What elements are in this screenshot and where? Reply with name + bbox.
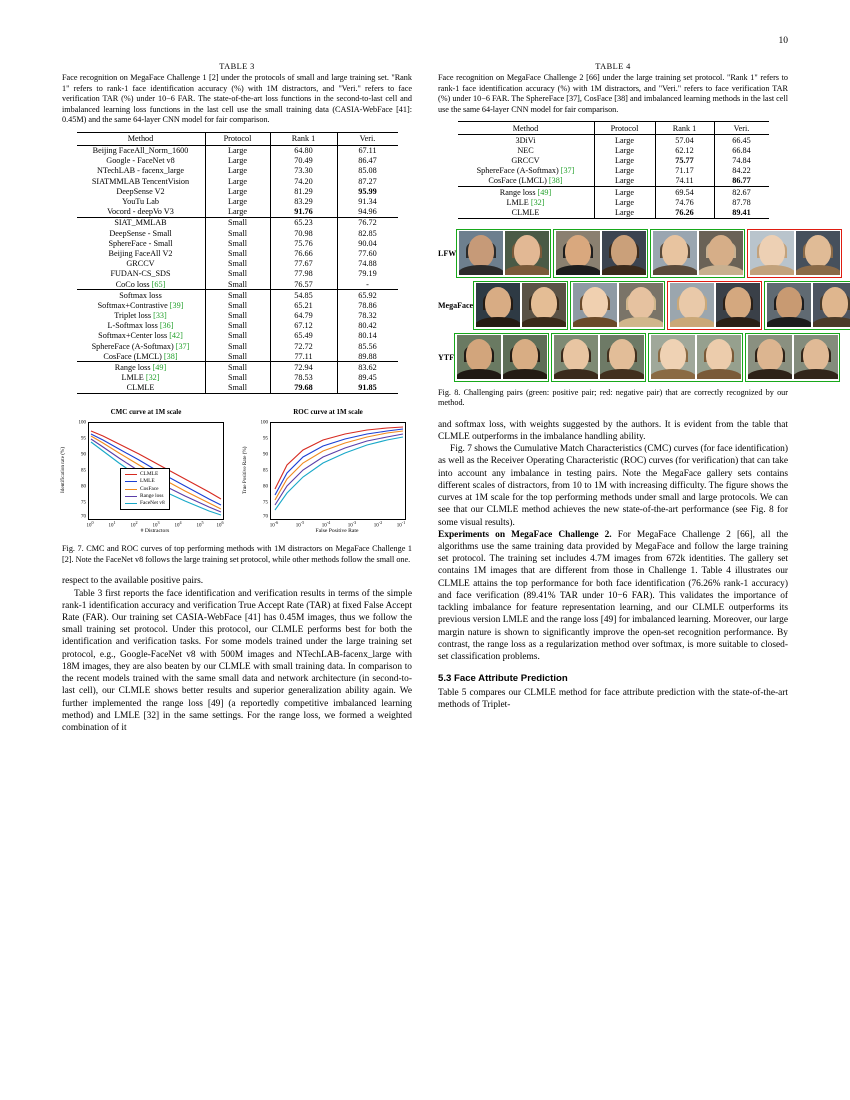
face-thumbnail	[556, 231, 600, 275]
column-header: Rank 1	[655, 122, 714, 135]
table-cell: 76.57	[270, 279, 337, 290]
table-cell: Small	[205, 341, 270, 351]
legend-entry	[125, 486, 165, 493]
left-paragraph-1: respect to the available positive pairs.	[62, 576, 204, 587]
table-row	[77, 228, 398, 238]
table-cell: 62.12	[655, 145, 714, 155]
table-cell: Small	[205, 351, 270, 362]
face-thumbnail	[459, 231, 503, 275]
right-body-text	[438, 419, 788, 712]
table-cell: 79.68	[270, 383, 337, 394]
face-thumbnail	[767, 283, 811, 327]
table-cell: 86.47	[337, 156, 398, 166]
table-cell: 94.96	[337, 207, 398, 218]
table3-caption: Face recognition on MegaFace Challenge 1 [2] under the protocols of small and large training set. "Rank 1" refers to rank-1 face identification accuracy (%) with 1M distractors, and "Veri." refers to face verification TAR (%) under 10−6 FAR. The state-of-the-art loss functions in the second-to-last cell and imbalanced learning loss functions in the last cell use the small training data (CASIA-WebFace [41]: 0.45M) and the same 64-layer CNN model for fair comparison.	[62, 73, 412, 124]
table-row	[458, 155, 769, 165]
table-cell: LMLE [32]	[121, 373, 160, 383]
table4-caption: Face recognition on MegaFace Challenge 2 [66] under the large training set protocol. "Rank 1" refers to rank-1 face identification accuracy (%) with 1M distractors, and "Veri." refers to face verification TAR (%) under 10−6 FAR. The SphereFace [37], CosFace [38] and imbalanced learning methods in the last cell use the same 64-layer CNN model for fair comparison.	[438, 73, 788, 114]
table-cell: 76.26	[655, 207, 714, 218]
table-cell: 74.76	[655, 197, 714, 207]
table-cell: Large	[205, 145, 270, 156]
table-cell: 75.77	[655, 155, 714, 165]
table-cell: CLMLE	[458, 207, 595, 218]
right-paragraph-4: Table 5 compares our CLMLE method for face attribute prediction with the state-of-the-art methods of Triplet-	[438, 688, 788, 711]
table-cell: Google - FaceNet v8	[106, 156, 175, 166]
face-thumbnail	[748, 335, 792, 379]
photo-row	[438, 281, 788, 330]
table-row	[77, 383, 398, 394]
table-cell: 85.56	[337, 341, 398, 351]
table-cell: YouTu Lab	[122, 197, 159, 207]
table-cell: 66.45	[714, 135, 769, 146]
table-cell: FUDAN-CS_SDS	[110, 269, 171, 279]
left-column	[62, 62, 412, 734]
face-pair-green	[553, 229, 648, 278]
table-cell: Range loss [49]	[77, 362, 206, 373]
table-cell: 64.80	[270, 145, 337, 156]
table-cell: Large	[205, 196, 270, 206]
table-cell: SIAT_MMLAB	[77, 217, 206, 228]
table-cell: 85.08	[337, 166, 398, 176]
roc-plot: ROC curve at 1M scale True Positive Rate (%) 100 95 90 85 80 75 70 $10^{-6}$ $10^{-5}$ $10^{-4}$ $10^{-3}$ $10^{-2}$ $10^{-1}$ False Positive Rate	[244, 408, 412, 538]
face-pair-green	[473, 281, 568, 330]
table-cell: Large	[594, 186, 655, 197]
table-cell: Small	[205, 279, 270, 290]
table-cell: 82.67	[714, 186, 769, 197]
table-cell: 84.22	[714, 166, 769, 176]
face-thumbnail	[476, 283, 520, 327]
table-cell: 74.20	[270, 176, 337, 186]
table-row	[77, 373, 398, 383]
face-thumbnail	[697, 335, 741, 379]
face-pair-green	[745, 333, 840, 382]
figure7-caption: Fig. 7. CMC and ROC curves of top performing methods with 1M distractors on MegaFace Challenge 1 [2]. Note the FaceNet v8 follows the large training set protocol, while other methods follow the small one.	[62, 544, 412, 564]
face-thumbnail	[573, 283, 617, 327]
face-pair-green	[650, 229, 745, 278]
cmc-plot: CMC curve at 1M scale Identification rate (%) 100 95 90 85 80 75 70 CLMLE LMLE CosFace Range loss FaceNet v8 $10^0$ $10^1$ $10^2$ $10^3$ $10^4$ $10^5$ $10^6$ # Distractors	[62, 408, 230, 538]
table-cell: 86.77	[714, 176, 769, 187]
table-cell: 89.45	[337, 373, 398, 383]
table-cell: Small	[205, 300, 270, 310]
table-cell: 71.17	[655, 166, 714, 176]
column-header: Method	[458, 122, 595, 135]
table-cell: 65.49	[270, 331, 337, 341]
table-cell: 82.85	[337, 228, 398, 238]
table-cell: SphereFace (A-Softmax) [37]	[91, 341, 190, 351]
table-cell: 72.72	[270, 341, 337, 351]
table-cell: Large	[205, 156, 270, 166]
table-cell: 65.21	[270, 300, 337, 310]
table-row	[77, 341, 398, 351]
table-cell: 73.30	[270, 166, 337, 176]
table-cell: Large	[594, 155, 655, 165]
right-column	[438, 62, 788, 712]
roc-plot-title: ROC curve at 1M scale	[293, 408, 363, 416]
table-cell: NTechLAB - facenx_large	[96, 166, 185, 176]
legend-entry	[125, 493, 165, 500]
face-pair-green	[551, 333, 646, 382]
table-cell: Large	[594, 135, 655, 146]
table-row	[458, 207, 769, 218]
table-row	[458, 166, 769, 176]
legend-label: CosFace	[140, 485, 159, 492]
table-cell: Large	[205, 207, 270, 218]
table-cell: 80.14	[337, 331, 398, 341]
megaface2-text: For MegaFace Challenge 2 [66], all the algorithms use the same training data provided by MegaFace and follow the large training set protocol. The training set includes 4.7M images from 672k identities. The gallery set contains 1M images that are different from those in Challenge 1. Table 4 illustrates our CLMLE attains the top performance for both face identification (76.26% rank-1 accuracy) and face verification (89.41% TAR under 10−6 FAR). This validates the importance of tackling imbalance for feature representation learning, and our CLMLE outperforms its previous version LMLE and the range loss [49] for imbalanced learning. Moreover, our large margin nature is shown to significantly improve the open-set recognition performance. By contrast, the range loss as a regularization method over softmax, is more suitable to closed-set classification problems.	[438, 529, 788, 662]
table-cell: 65.23	[270, 217, 337, 228]
table-row	[77, 186, 398, 196]
column-header: Method	[77, 132, 206, 145]
face-pair-green	[456, 229, 551, 278]
table-cell: 87.78	[714, 197, 769, 207]
right-paragraph-2: Fig. 7 shows the Cumulative Match Characteristics (CMC) curves (for face identification) as well as the Receiver Operating Characteristic (ROC) curves (for verification) that can take into account any imbalance in testing pairs. Note the MegaFace gallery sets contains different scales of distractors, from 10 to 1M with increasing difficulty. The figure shows the curves at 1M scale for the top performing methods under small and large protocols. We can see that our CLMLE method achieves the new state-of-the-art performance (see Fig. 8 for some visual results).	[438, 444, 788, 528]
face-thumbnail	[750, 231, 794, 275]
face-thumbnail	[619, 283, 663, 327]
dataset-label: LFW	[438, 248, 457, 258]
table-cell: 74.84	[714, 155, 769, 165]
table-row	[77, 259, 398, 269]
table-cell: 57.04	[655, 135, 714, 146]
face-thumbnail	[505, 231, 549, 275]
table-row	[77, 166, 398, 176]
face-pair-green	[648, 333, 743, 382]
table3-label: TABLE 3	[219, 62, 255, 71]
right-paragraph-1: and softmax loss, with weights suggested by the authors. It is evident from the table that CLMLE outperforms in the imbalance handling ability.	[438, 419, 788, 443]
table-cell: CosFace (LMCL) [38]	[488, 176, 563, 186]
figure8	[438, 229, 788, 409]
left-paragraph-2: Table 3 first reports the face identification and verification results in terms of the simple rank-1 identification accuracy and verification True Accept Rate (TAR) at fixed False Accept Rate (FAR). Our training set CASIA-WebFace [41] has 0.45M images, thus we follow the small training set protocol. Under this protocol, our CLMLE performs best for both the identification and verification tasks. For some models trained under the large training set protocol, e.g., Google-FaceNet v8 with 500M images and NTechLAB-facenx_large with 18M images, they are also beaten by our CLMLE with small training data. In comparison to the recent models trained with the same small data and network architecture (in second-to-last cell), our CLMLE shows better results and superior generalization ability again. We further implemented the range loss [49] (a reportedly competitive imbalanced learning method) and LMLE [32] in the same settings. For the range loss, we formed a weighted combination of it	[62, 588, 412, 733]
figure7	[62, 408, 412, 565]
table-cell: 81.29	[270, 186, 337, 196]
table-cell: DeepSense V2	[116, 186, 165, 196]
face-thumbnail	[503, 335, 547, 379]
face-thumbnail	[602, 231, 646, 275]
table-cell: LMLE [32]	[506, 197, 545, 207]
table-cell: Triplet loss [33]	[114, 311, 167, 321]
table-cell: 91.34	[337, 196, 398, 206]
cmc-plot-title: CMC curve at 1M scale	[110, 408, 182, 416]
table-cell: Small	[205, 248, 270, 258]
table-cell: Vocord - deepVo V3	[107, 207, 174, 217]
table-row	[77, 145, 398, 156]
table-cell: CLMLE	[77, 383, 206, 394]
table-cell: SphereFace (A-Softmax) [37]	[476, 166, 575, 176]
table-cell: Large	[205, 166, 270, 176]
table-row	[77, 279, 398, 290]
face-pair-green	[764, 281, 850, 330]
table-cell: 74.88	[337, 259, 398, 269]
table-cell: L-Softmax loss [36]	[107, 321, 174, 331]
table3	[77, 132, 398, 395]
table-cell: 83.62	[337, 362, 398, 373]
cmc-ylabel: Identification rate (%)	[60, 446, 66, 494]
legend-label: FaceNet v8	[140, 500, 165, 507]
table-header-row	[77, 132, 398, 145]
dataset-label: YTF	[438, 352, 454, 362]
face-thumbnail	[796, 231, 840, 275]
table-cell: 78.86	[337, 300, 398, 310]
face-pair-green	[454, 333, 549, 382]
table-cell: 70.49	[270, 156, 337, 166]
page-number: 10	[778, 36, 788, 46]
table-cell: Softmax+Center loss [42]	[98, 331, 183, 341]
table-row	[77, 156, 398, 166]
table-cell: 91.76	[270, 207, 337, 218]
legend-label: Range loss	[140, 492, 164, 499]
legend-entry	[125, 478, 165, 485]
roc-yticks: 100 95 90 85 80 75 70	[260, 420, 268, 520]
table-row	[77, 331, 398, 341]
table-cell: Small	[205, 290, 270, 301]
table-cell: 89.41	[714, 207, 769, 218]
table-cell: Small	[205, 311, 270, 321]
table-cell: 76.72	[337, 217, 398, 228]
table-cell: Large	[205, 186, 270, 196]
table-cell: Large	[594, 176, 655, 187]
table-cell: 75.76	[270, 238, 337, 248]
table-cell: 79.19	[337, 269, 398, 279]
table-row	[77, 362, 398, 373]
table-cell: GRCCV	[126, 259, 155, 269]
table-cell: Beijing FaceAll_Norm_1600	[92, 146, 189, 156]
table-cell: GRCCV	[511, 155, 540, 165]
table-row	[77, 290, 398, 301]
table-cell: 66.84	[714, 145, 769, 155]
table-row	[458, 135, 769, 146]
table-row	[77, 238, 398, 248]
table-cell: Small	[205, 383, 270, 394]
left-body-text	[62, 575, 412, 734]
table-cell: 83.29	[270, 196, 337, 206]
table-header-row	[458, 122, 769, 135]
table-cell: Small	[205, 331, 270, 341]
table-cell: SIATMMLAB TencentVision	[91, 176, 190, 186]
column-header: Veri.	[337, 132, 398, 145]
photo-row	[438, 229, 788, 278]
legend-label: CLMLE	[140, 471, 159, 477]
cmc-yticks: 100 95 90 85 80 75 70	[78, 420, 86, 520]
face-thumbnail	[813, 283, 850, 327]
table-cell: Small	[205, 228, 270, 238]
column-header: Veri.	[714, 122, 769, 135]
table-cell: 90.04	[337, 238, 398, 248]
table-cell: 77.67	[270, 259, 337, 269]
table-row	[77, 207, 398, 218]
table-cell: -	[337, 279, 398, 290]
table-cell: Small	[205, 259, 270, 269]
table-cell: 67.12	[270, 321, 337, 331]
face-pair-green	[570, 281, 665, 330]
table-cell: 3DiVi	[515, 135, 536, 145]
legend-entry	[125, 471, 165, 478]
table-row	[77, 351, 398, 362]
table-row	[458, 176, 769, 187]
table-cell: 91.85	[337, 383, 398, 394]
table-row	[77, 217, 398, 228]
roc-xlabel: False Positive Rate	[315, 528, 359, 534]
table-row	[458, 145, 769, 155]
table-row	[458, 197, 769, 207]
figure8-caption: Fig. 8. Challenging pairs (green: positive pair; red: negative pair) that are correctly recognized by our method.	[438, 387, 788, 408]
table-cell: 64.79	[270, 311, 337, 321]
roc-ylabel: True Positive Rate (%)	[242, 446, 248, 494]
column-header: Rank 1	[270, 132, 337, 145]
table-cell: CoCo loss [65]	[115, 279, 166, 289]
face-thumbnail	[670, 283, 714, 327]
table-cell: Small	[205, 321, 270, 331]
table-cell: NEC	[517, 145, 534, 155]
roc-axes	[270, 422, 406, 520]
table4	[458, 121, 769, 219]
table-cell: SphereFace - Small	[108, 238, 173, 248]
table-cell: CosFace (LMCL) [38]	[103, 351, 178, 361]
table-cell: 67.11	[337, 145, 398, 156]
table-cell: Small	[205, 238, 270, 248]
column-header: Protocol	[205, 132, 270, 145]
table-row	[77, 176, 398, 186]
face-thumbnail	[457, 335, 501, 379]
table-cell: 72.94	[270, 362, 337, 373]
table-row	[77, 321, 398, 331]
legend-entry	[125, 500, 165, 507]
table-row	[77, 248, 398, 258]
section-heading-5-3: 5.3 Face Attribute Prediction	[438, 673, 568, 685]
face-thumbnail	[716, 283, 760, 327]
table-cell: Range loss [49]	[458, 186, 595, 197]
table-cell: Small	[205, 269, 270, 279]
table-cell: 77.60	[337, 248, 398, 258]
table-cell: 78.32	[337, 311, 398, 321]
cmc-legend	[120, 468, 170, 510]
table-cell: Large	[594, 197, 655, 207]
table-cell: 70.98	[270, 228, 337, 238]
table-cell: Small	[205, 362, 270, 373]
cmc-xlabel: # Distractors	[140, 528, 170, 534]
face-thumbnail	[653, 231, 697, 275]
face-thumbnail	[651, 335, 695, 379]
table-cell: Large	[205, 176, 270, 186]
table-row	[77, 196, 398, 206]
table-row	[458, 186, 769, 197]
dataset-label: MegaFace	[438, 300, 474, 310]
table-cell: Softmax loss	[77, 290, 206, 301]
table-cell: 54.85	[270, 290, 337, 301]
table-cell: Small	[205, 373, 270, 383]
table-cell: 77.11	[270, 351, 337, 362]
face-pair-red	[667, 281, 762, 330]
table-cell: 80.42	[337, 321, 398, 331]
face-pair-red	[747, 229, 842, 278]
face-thumbnail	[600, 335, 644, 379]
photo-row	[438, 333, 788, 382]
table-cell: 76.66	[270, 248, 337, 258]
face-thumbnail	[554, 335, 598, 379]
table4-label: TABLE 4	[595, 62, 631, 71]
table-cell: 95.99	[337, 186, 398, 196]
legend-label: LMLE	[140, 478, 155, 485]
table-cell: 69.54	[655, 186, 714, 197]
table-cell: 89.88	[337, 351, 398, 362]
table-cell: Large	[594, 145, 655, 155]
table-cell: Large	[594, 207, 655, 218]
table-row	[77, 311, 398, 321]
table-cell: 77.98	[270, 269, 337, 279]
table-cell: 78.53	[270, 373, 337, 383]
face-thumbnail	[699, 231, 743, 275]
table-cell: 65.92	[337, 290, 398, 301]
table-cell: 87.27	[337, 176, 398, 186]
column-header: Protocol	[594, 122, 655, 135]
table-row	[77, 300, 398, 310]
megaface2-heading: Experiments on MegaFace Challenge 2.	[438, 529, 612, 540]
table-cell: Large	[594, 166, 655, 176]
right-paragraph-3	[438, 529, 788, 663]
table-cell: DeepSense - Small	[109, 228, 172, 238]
table-cell: Softmax+Contrastive [39]	[97, 300, 184, 310]
table-cell: Beijing FaceAll V2	[108, 248, 173, 258]
face-thumbnail	[522, 283, 566, 327]
face-thumbnail	[794, 335, 838, 379]
table-row	[77, 269, 398, 279]
table-cell: 74.11	[655, 176, 714, 187]
table-cell: Small	[205, 217, 270, 228]
